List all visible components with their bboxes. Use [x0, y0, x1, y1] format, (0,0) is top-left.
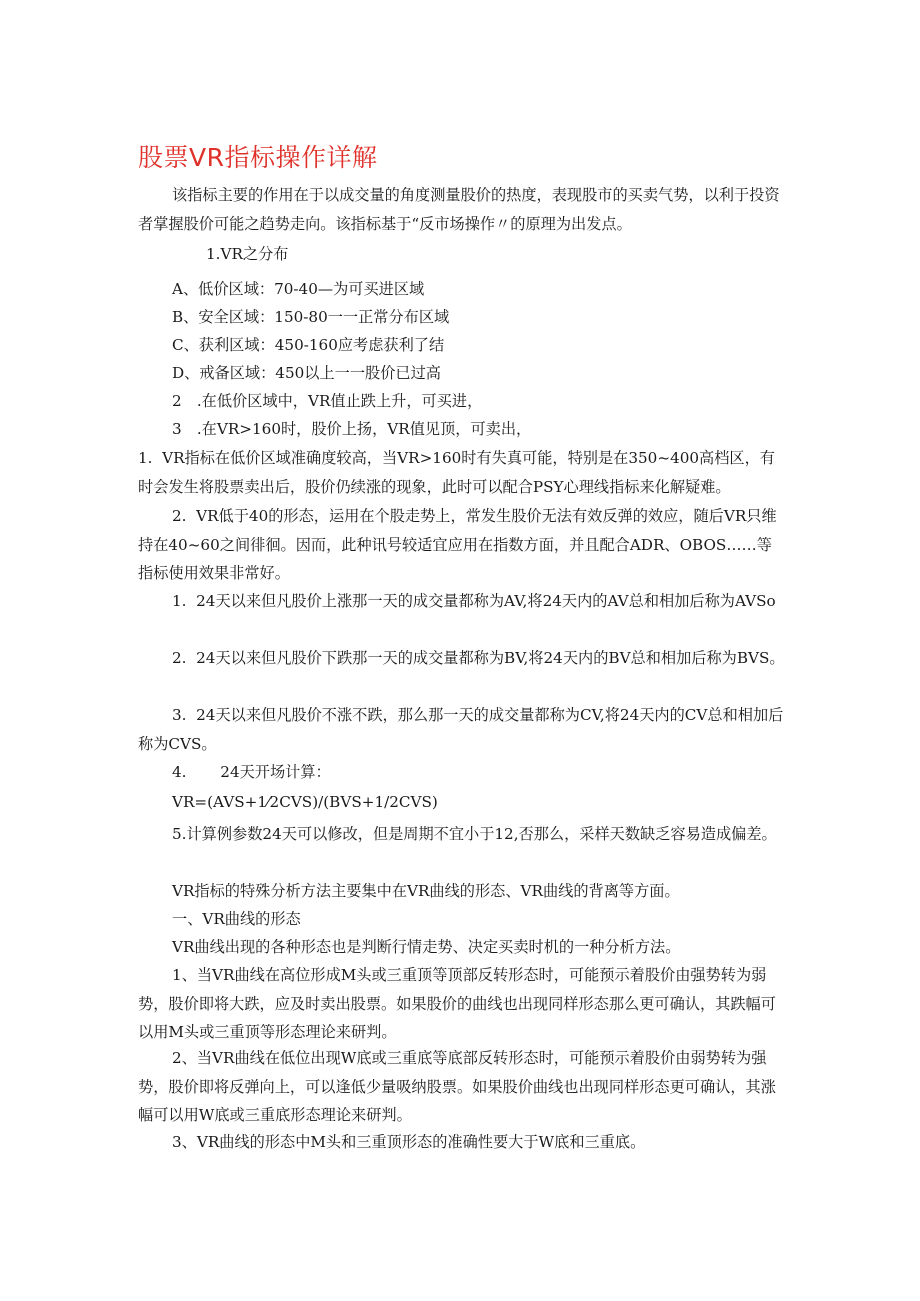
- zone-item-a: A、低价区域：70-40—为可买进区域: [172, 280, 425, 298]
- shape-rule-top: 1、当VR曲线在高位形成M头或三重顶等顶部反转形态时，可能预示着股价由强势转为弱势，股价即将大跌，应及时卖出股票。如果股价的曲线也出现同样形态那么更可确认，其跌幅可以用M头或三重顶等形态理论来研判。: [138, 966, 776, 1042]
- calc-step-av: 1. 24天以来但凡股价上涨那一天的成交量都称为AV,将24天内的AV总和相加后称为AVSo: [172, 592, 776, 610]
- parameter-note: 5.计算例参数24天可以修改，但是周期不宜小于12,否那么，采样天数缺乏容易造成偏差。: [172, 825, 777, 843]
- note-paragraph-1: 1. VR指标在低价区域准确度较高，当VR>160时有失真可能，特别是在350~400高档区，有时会发生将股票卖出后，股价仍续涨的现象，此时可以配合PSY心理线指标来化解疑难。: [138, 449, 775, 496]
- intro-paragraph: 该指标主要的作用在于以成交量的角度测量股价的热度，表现股市的买卖气势，以利于投资者掌握股价可能之趋势走向。该指标基于“反市场操作〃的原理为出发点。: [138, 186, 780, 233]
- calc-step-start: 4. 24天开场计算：: [172, 763, 331, 781]
- calc-step-cv: 3. 24天以来但凡股价不涨不跌，那么那一天的成交量都称为CV,将24天内的CV总和相加后称为CVS。: [138, 706, 784, 753]
- shape-rule-accuracy: 3、VR曲线的形态中M头和三重顶形态的准确性要大于W底和三重底。: [172, 1133, 646, 1151]
- document-title: 股票VR指标操作详解: [138, 143, 378, 172]
- zone-item-d: D、戒备区域：450以上一一股价已过高: [172, 364, 441, 382]
- zone-item-b: B、安全区域：150-80一一正常分布区域: [172, 308, 450, 326]
- vr-formula: VR=(AVS+1⁄2CVS)/(BVS+1/2CVS): [172, 793, 438, 811]
- special-analysis-intro: VR指标的特殊分析方法主要集中在VR曲线的形态、VR曲线的背离等方面。: [172, 882, 680, 900]
- rule-sell: 3 .在VR>160时，股价上扬，VR值见顶，可卖出，: [172, 420, 532, 438]
- calc-step-bv: 2. 24天以来但凡股价下跌那一天的成交量都称为BV,将24天内的BV总和相加后称为BVS。: [172, 649, 785, 667]
- section-heading-distribution: 1.VR之分布: [206, 245, 289, 263]
- shape-rule-bottom: 2、当VR曲线在低位出现W底或三重底等底部反转形态时，可能预示着股价由弱势转为强势，股价即将反弹向上，可以逢低少量吸纳股票。如果股价曲线也出现同样形态更可确认，其涨幅可以用W底或三重底形态理论来研判。: [138, 1049, 776, 1125]
- zone-item-c: C、获利区域：450-160应考虑获利了结: [172, 336, 445, 354]
- note-paragraph-2: 2. VR低于40的形态，运用在个股走势上，常发生股价无法有效反弹的效应，随后VR只维持在40~60之间徘徊。因而，此种讯号较适宜应用在指数方面，并且配合ADR、OBOS……等指标使用效果非常好。: [138, 507, 777, 583]
- rule-buy: 2 .在低价区域中，VR值止跌上升，可买进，: [172, 392, 483, 410]
- section-heading-shape: 一、VR曲线的形态: [172, 910, 301, 928]
- shape-intro: VR曲线出现的各种形态也是判断行情走势、决定买卖时机的一种分析方法。: [172, 938, 681, 956]
